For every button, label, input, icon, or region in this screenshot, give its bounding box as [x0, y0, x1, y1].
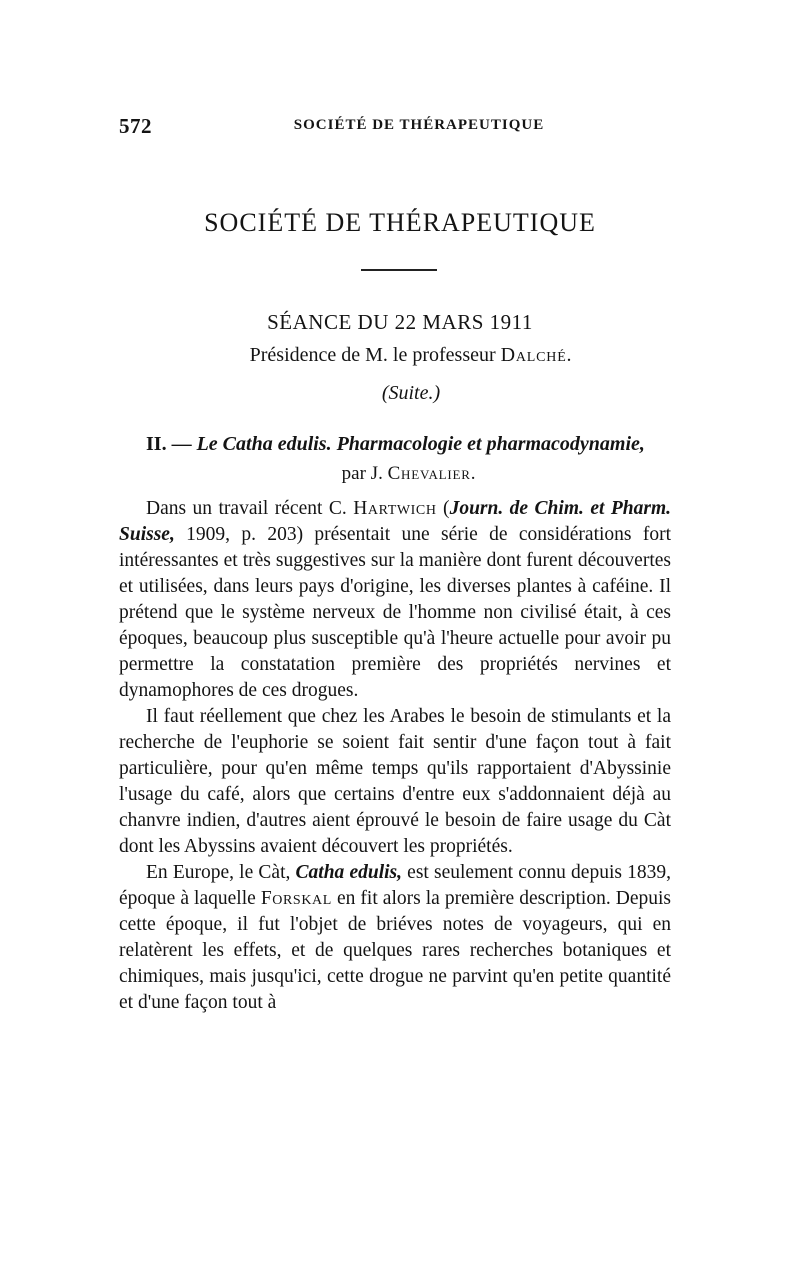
running-title: SOCIÉTÉ DE THÉRAPEUTIQUE [293, 117, 545, 133]
text-run: est seulement connu depuis 1839, époque à laquelle [119, 862, 671, 909]
presidency-prefix: Présidence de M. le professeur [249, 344, 501, 366]
text-run: 1909, p. 203) présentait une série de considérations fort intéressantes et très suggestives sur la manière dont furent découvertes et utilisées, dans leurs pays d'origine, les diverses plantes à caféine. Il prétend que le système nerveux de l'homme non civilisé était, à ces époques, beaucoup plus susceptible qu'à l'heure actuelle pour avoir pu permettre la constatation première des propriétés nervines et dynamophores de ces drogues. [119, 524, 671, 701]
author-line [0, 463, 800, 485]
text-run: En Europe, le Càt, [146, 862, 296, 883]
page-number: 572 [119, 114, 152, 138]
title-rule [361, 269, 437, 271]
session-date: SÉANCE DU 22 MARS 1911 [267, 310, 533, 334]
cited-author: Hartwich [353, 498, 437, 519]
paragraph [119, 496, 671, 704]
page-title: SOCIÉTÉ DE THÉRAPEUTIQUE [204, 208, 596, 237]
section-title: Le Catha edulis. Pharmacologie et pharmacodynamie, [196, 433, 645, 455]
paragraph: Il faut réellement que chez les Arabes le besoin de stimulants et la recherche de l'euphorie se soient fait sentir d'une façon tout à fait particulière, pour qu'en même temps qu'ils rapportaient d'Abyssinie l'usage du café, alors que certains d'entre eux s'addonnaient déjà au chanvre indien, d'autres aient éprouvé le besoin de faire usage du Càt dont les Abyssins avaient découvert les propriétés. [119, 706, 671, 857]
author-name: Chevalier. [387, 463, 477, 484]
session-presidency [0, 344, 800, 367]
cited-author: Forskal [260, 888, 332, 909]
text-run: Dans un travail récent C. [146, 498, 354, 519]
article-body [119, 496, 671, 1016]
continued-note: (Suite.) [381, 382, 441, 404]
text-run: ( [436, 498, 450, 519]
author-prefix: par J. [341, 463, 388, 484]
species-name: Catha edulis, [295, 862, 403, 883]
section-number: II. — [146, 433, 197, 455]
president-name: Dalché. [500, 344, 573, 366]
running-head [119, 114, 679, 140]
section-heading [146, 433, 666, 456]
journal-citation: Journ. de Chim. et Pharm. Suisse, [119, 498, 671, 545]
text-run: en fit alors la première description. Depuis cette époque, il fut l'objet de briéves notes de voyageurs, qui en relatèrent les effets, et de quelques rares recherches botaniques et chimiques, mais jusqu'ici, cette drogue ne parvint qu'en petite quantité et d'une façon tout à [119, 888, 672, 1013]
paragraph [119, 860, 671, 1016]
